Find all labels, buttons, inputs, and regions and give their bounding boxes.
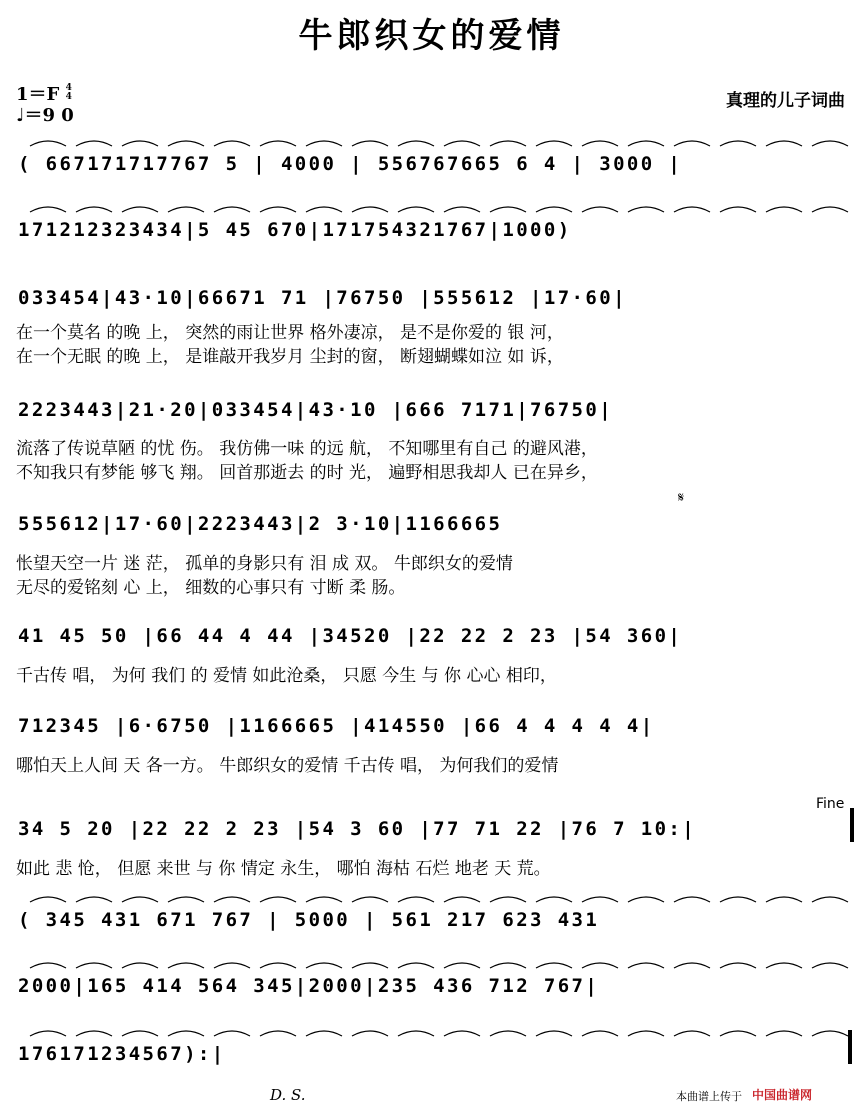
triplet-arc — [168, 1031, 204, 1036]
score-row-5 — [12, 510, 858, 538]
score-row-1 — [12, 150, 858, 178]
triplet-arc — [352, 1031, 388, 1036]
triplet-arc — [536, 1031, 572, 1036]
time-signature: 4 4 — [65, 83, 72, 102]
triplet-arc — [214, 963, 250, 968]
triplet-arc — [536, 141, 572, 146]
triplet-arc — [812, 207, 848, 212]
triplet-arc — [582, 1031, 618, 1036]
triplet-arc — [812, 1031, 848, 1036]
page-title: 牛郎织女的爱情 — [298, 16, 565, 56]
triplet-arc — [582, 207, 618, 212]
triplet-arc — [122, 1031, 158, 1036]
notes-row-5: 555612|17·60|2223443|2 3·10|1166665 — [18, 513, 503, 535]
triplet-arc — [122, 207, 158, 212]
notes-row-9: ( 345 431 671 767 | 5000 | 561 217 623 431 — [18, 909, 600, 931]
score-row-8 — [12, 815, 858, 843]
triplet-arc — [306, 141, 342, 146]
site-logo: 中国曲谱网 — [752, 1088, 813, 1102]
triplet-arc — [444, 897, 480, 902]
triplet-arc — [352, 141, 388, 146]
triplet-arc — [30, 963, 66, 968]
score-row-2 — [12, 216, 858, 244]
triplet-arc — [122, 897, 158, 902]
triplet-arc — [766, 207, 802, 212]
triplet-arc — [720, 207, 756, 212]
triplet-arc — [536, 207, 572, 212]
triplet-arc — [214, 1031, 250, 1036]
triplet-arc — [674, 897, 710, 902]
lyric-row-5b: 无尽的爱铭刻 心 上， 细数的心事只有 寸断 柔 肠。 — [16, 578, 406, 598]
lyric-row-6: 千古传 唱， 为何 我们 的 爱情 如此沧桑， 只愿 今生 与 你 心心 相印， — [16, 666, 557, 686]
triplet-arc — [260, 141, 296, 146]
fine-mark: Fine — [816, 796, 845, 812]
triplet-arc — [352, 207, 388, 212]
triplet-arc — [30, 207, 66, 212]
triplet-arc — [30, 1031, 66, 1036]
lyric-row-7: 哪怕天上人间 天 各一方。 牛郎织女的爱情 千古传 唱， 为何我们的爱情 — [16, 756, 559, 776]
triplet-arc — [536, 897, 572, 902]
triplet-arc — [490, 1031, 526, 1036]
notes-row-11: 176171234567):| — [18, 1043, 226, 1065]
triplet-arc — [352, 897, 388, 902]
lyric-row-5a: 怅望天空一片 迷 茫， 孤单的身影只有 泪 成 双。 牛郎织女的爱情 — [16, 554, 513, 574]
triplet-arc — [214, 897, 250, 902]
triplet-arc — [628, 207, 664, 212]
score-row-10 — [12, 972, 858, 1000]
triplet-arc — [582, 963, 618, 968]
lyric-row-3b: 在一个无眠 的晚 上， 是谁敲开我岁月 尘封的窗， 断翅蝴蝶如泣 如 诉， — [16, 347, 564, 367]
triplet-arc — [766, 1031, 802, 1036]
triplet-arc — [490, 963, 526, 968]
triplet-arc — [628, 1031, 664, 1036]
notes-row-2: 171212323434|5 45 670|171754321767|1000) — [18, 219, 572, 241]
triplet-arc — [30, 141, 66, 146]
lyric-row-3a: 在一个莫名 的晚 上， 突然的雨让世界 格外凄凉， 是不是你爱的 银 河， — [16, 323, 564, 343]
lyric-row-8: 如此 悲 怆， 但愿 来世 与 你 情定 永生， 哪怕 海枯 石烂 地老 天 荒。 — [16, 859, 551, 879]
triplet-arc — [490, 141, 526, 146]
triplet-arc — [582, 897, 618, 902]
notes-row-6: 41 45 50 |66 44 4 44 |34520 |22 22 2 23 |54 360| — [18, 625, 683, 647]
triplet-arc — [444, 207, 480, 212]
triplet-arc — [306, 963, 342, 968]
notes-row-4: 2223443|21·20|033454|43·10 |666 7171|76750| — [18, 399, 614, 421]
triplet-arc — [260, 897, 296, 902]
triplet-arc — [168, 897, 204, 902]
notes-row-8: 34 5 20 |22 22 2 23 |54 3 60 |77 71 22 |76 7 10:| — [18, 818, 697, 840]
segno-mark: 𝄋 — [678, 490, 685, 506]
triplet-arc — [168, 207, 204, 212]
upload-note: 本曲谱上传于 — [676, 1090, 742, 1103]
triplet-arc — [812, 141, 848, 146]
triplet-arc — [260, 207, 296, 212]
score-row-9 — [12, 906, 858, 934]
triplet-arc — [674, 1031, 710, 1036]
triplet-arc — [444, 963, 480, 968]
triplet-arc — [490, 897, 526, 902]
triplet-arc — [76, 963, 112, 968]
triplet-arc — [260, 963, 296, 968]
triplet-arc — [76, 1031, 112, 1036]
triplet-arc — [536, 963, 572, 968]
triplet-arc — [306, 897, 342, 902]
lyric-row-4a: 流落了传说草陋 的忧 伤。 我仿佛一味 的远 航， 不知哪里有自己 的避风港， — [16, 439, 598, 459]
triplet-arc — [720, 1031, 756, 1036]
score-row-7 — [12, 712, 858, 740]
triplet-arc — [766, 963, 802, 968]
triplet-arc — [168, 963, 204, 968]
triplet-arc — [398, 963, 434, 968]
triplet-arc — [306, 1031, 342, 1036]
triplet-arc — [76, 141, 112, 146]
triplet-arc — [168, 141, 204, 146]
triplet-arc — [766, 141, 802, 146]
triplet-arc — [398, 141, 434, 146]
notes-row-1: ( 667171717767 5 | 4000 | 556767665 6 4 | 3000 | — [18, 153, 683, 175]
score-row-6 — [12, 622, 858, 650]
triplet-arc — [444, 141, 480, 146]
triplet-arc — [398, 897, 434, 902]
triplet-arc — [674, 963, 710, 968]
triplet-arc — [628, 141, 664, 146]
triplet-arc — [260, 1031, 296, 1036]
triplet-arc — [122, 963, 158, 968]
triplet-arc — [214, 207, 250, 212]
notes-row-7: 712345 |6·6750 |1166665 |414550 |66 4 4 4 4 4| — [18, 715, 655, 737]
triplet-arc — [812, 963, 848, 968]
triplet-arc — [812, 897, 848, 902]
triplet-arc — [398, 1031, 434, 1036]
score-row-4 — [12, 396, 858, 424]
score-row-3 — [12, 284, 858, 312]
triplet-arc — [444, 1031, 480, 1036]
triplet-arc — [122, 141, 158, 146]
tempo-label: ♩＝9 0 — [16, 105, 74, 126]
notes-row-3: 033454|43·10|66671 71 |76750 |555612 |17·60| — [18, 287, 627, 309]
key-signature — [16, 84, 74, 126]
triplet-arc — [306, 207, 342, 212]
triplet-arc — [628, 897, 664, 902]
triplet-arc — [214, 141, 250, 146]
triplet-arc — [766, 897, 802, 902]
da-segno-mark: D. S. — [270, 1086, 306, 1104]
triplet-arc — [352, 963, 388, 968]
triplet-arc — [674, 141, 710, 146]
score-row-11 — [12, 1040, 858, 1068]
composer-credit: 真理的儿子词曲 — [726, 91, 845, 111]
triplet-arc — [398, 207, 434, 212]
triplet-arc — [720, 897, 756, 902]
key-label: 1＝F — [16, 84, 60, 105]
triplet-arc — [76, 207, 112, 212]
triplet-arc — [582, 141, 618, 146]
triplet-arc — [490, 207, 526, 212]
triplet-arc — [720, 963, 756, 968]
triplet-arc — [628, 963, 664, 968]
triplet-arc — [76, 897, 112, 902]
triplet-arc — [674, 207, 710, 212]
triplet-arc — [30, 897, 66, 902]
triplet-arc — [720, 141, 756, 146]
notes-row-10: 2000|165 414 564 345|2000|235 436 712 767| — [18, 975, 600, 997]
lyric-row-4b: 不知我只有梦能 够飞 翔。 回首那逝去 的时 光， 遍野相思我却人 已在异乡， — [16, 463, 598, 483]
